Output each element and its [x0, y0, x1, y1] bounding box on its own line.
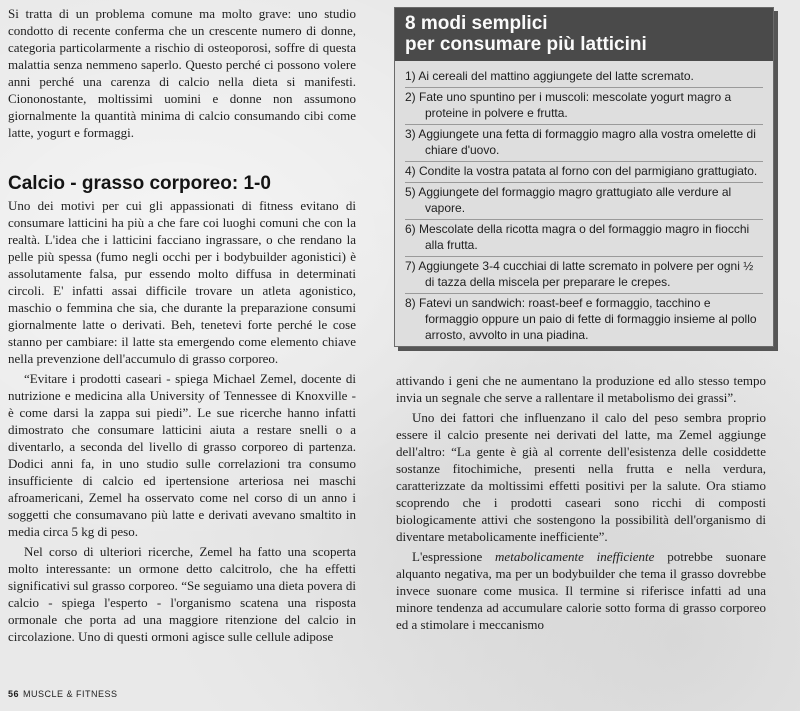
- left-paragraph-2: “Evitare i prodotti caseari - spiega Michael Zemel, docente di nutrizione e medicina alla University of Tennessee di Knoxville - è come darsi la zappa sui piedi”. Le sue ricerche hanno infatti dimostrato che consumare latticini aiuta a restare snelli o a diventarlo, a seconda del livello di grasso corporeo di partenza. Dodici anni fa, in uno studio sulle correlazioni tra consumo insufficiente di calcio ed ipertensione arteriosa nei maschi afroamericani, Zemel ha osservato come nel corso di un anno i soggetti che consumavano più latte e derivati avevano smaltito in media circa 5 kg di peso.: [8, 371, 356, 539]
- right-paragraph-3: [396, 548, 766, 633]
- section-heading: Calcio - grasso corporeo: 1-0: [8, 173, 271, 194]
- emphasized-term: metabolicamente inefficiente: [495, 549, 655, 564]
- left-column: [8, 197, 356, 645]
- sidebar-item: 7) Aggiungete 3-4 cucchiai di latte scremato in polvere per ogni ½ di tazza della miscela per preparare le crepes.: [405, 257, 763, 294]
- sidebar-item: 8) Fatevi un sandwich: roast-beef e formaggio, tacchino e formaggio oppure un paio di fette di formaggio insieme al pollo arrosto, avvolto in una piadina.: [405, 296, 757, 342]
- sidebar-box: [394, 7, 774, 347]
- right-paragraph-2: Uno dei fattori che influenzano il calo del peso sembra proprio essere il calcio presente nei derivati del latte, ma Zemel aggiunge dell'altro: “La gente è già al corrente dell'esistenza delle cosiddette sostanze fitochimiche, presenti nella frutta e nella verdura, caratterizzate da moltissimi effetti positivi per la salute. Ora stiamo scoprendo che i prodotti caseari sono ricchi di composti biologicamente attivi che sostengono la possibilità dell'organismo di diventare metabolicamente inefficiente”.: [396, 410, 766, 544]
- right-column: [396, 372, 766, 633]
- page-footer: [8, 689, 118, 699]
- right-paragraph-1: attivando i geni che ne aumentano la produzione ed allo stesso tempo invia un segnale che serve a rallentare il metabolismo dei grassi”.: [396, 373, 766, 405]
- intro-paragraph: [8, 5, 356, 141]
- sidebar-item: 2) Fate uno spuntino per i muscoli: mescolate yogurt magro a proteine in polvere e frutta.: [405, 88, 763, 125]
- sidebar-list: [395, 61, 773, 346]
- left-paragraph-1: Uno dei motivi per cui gli appassionati di fitness evitano di consumare latticini ha più a che fare coi luoghi comuni che con la realtà. L'idea che i latticini facciano ingrassare, o che rendano la pelle più spessa (fumo negli occhi per i bodybuilder agonistici) è assolutamente falsa, pur essendo molto diffusa in determinati circoli. E' infatti assai difficile trovare un atleta agonistico, maschio o femmina che sia, che durante la preparazione consumi giornalmente latte o derivati. Beh, tenetevi forte perché le cose stanno per cambiare: il latte sta emergendo come elemento chiave nella prevenzione dell'accumulo di grasso corporeo.: [8, 198, 356, 366]
- magazine-name: MUSCLE & FITNESS: [23, 689, 118, 699]
- sidebar-title-line-1: 8 modi semplici: [405, 13, 548, 34]
- sidebar-item: 1) Ai cereali del mattino aggiungete del latte scremato.: [405, 67, 763, 88]
- right-paragraph-3-start: L'espressione: [412, 549, 496, 564]
- left-paragraph-3: Nel corso di ulteriori ricerche, Zemel ha fatto una scoperta molto interessante: un ormone detto calcitrolo, che ha effetti significativi sul grasso corporeo. “Se seguiamo una dieta povera di calcio - spiega l'esperto - l'organismo scatena una risposta ormonale che porta ad una maggiore ritenzione del calcio in circolazione. Uno di questi ormoni agisce sulle cellule adipose: [8, 544, 356, 644]
- intro-text: Si tratta di un problema comune ma molto grave: uno studio condotto di recente conferma che un crescente numero di donne, categoria particolarmente a rischio di osteoporosi, soffre di questa malattia senza nemmeno saperlo. Questo perché ci possono volere anni perché una carenza di calcio nella dieta si manifesti. Ciononostante, moltissimi uomini e donne non assumono giornalmente la quantità minima di calcio consumando cibi come latte, yogurt e formaggi.: [8, 6, 356, 140]
- page-number: 56: [8, 689, 20, 699]
- right-paragraph-3-end: potrebbe suonare alquanto negativa, ma per un bodybuilder che tema il grasso dovrebbe invece suonare come musica. Il termine si riferisce infatti ad una minore tendenza ad accumulare calorie sotto forma di grasso corporeo ed a stimolare i meccanismo: [396, 549, 766, 632]
- sidebar-title-line-2: per consumare più latticini: [405, 34, 647, 55]
- sidebar-item: 5) Aggiungete del formaggio magro grattugiato alle verdure al vapore.: [405, 183, 763, 220]
- sidebar-item: 6) Mescolate della ricotta magra o del formaggio magro in fiocchi alla frutta.: [405, 220, 763, 257]
- sidebar-title: [395, 8, 773, 61]
- sidebar-item: 4) Condite la vostra patata al forno con del parmigiano grattugiato.: [405, 162, 763, 183]
- sidebar-item: 3) Aggiungete una fetta di formaggio magro alla vostra omelette di chiare d'uovo.: [405, 125, 763, 162]
